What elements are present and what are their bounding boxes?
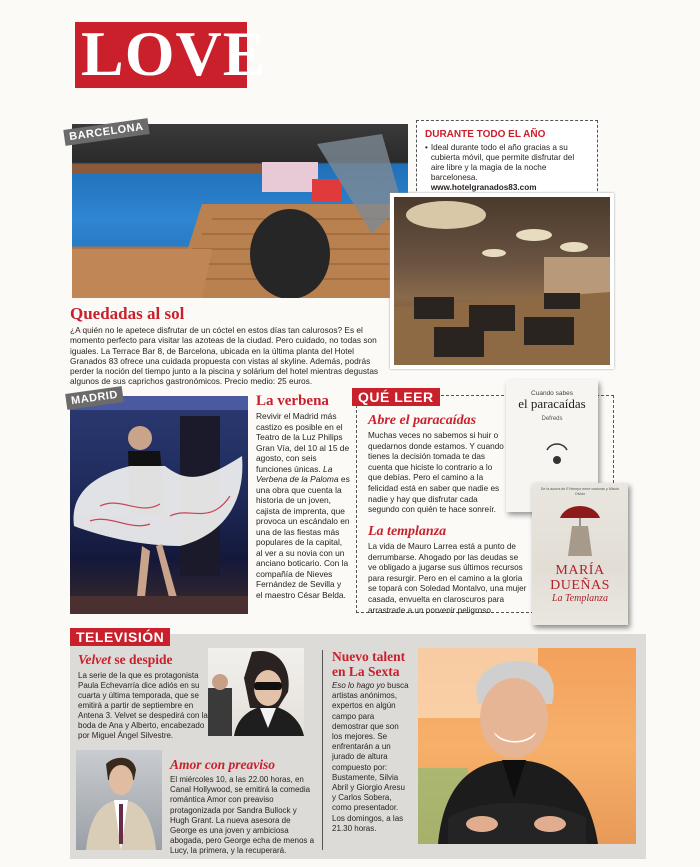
que-leer-tag: QUÉ LEER	[352, 388, 440, 406]
velvet-title-italic: Velvet	[78, 652, 111, 667]
sexta-text-italic: Eso lo hago yo	[332, 681, 385, 690]
madrid-text	[256, 411, 350, 600]
dancer-photo	[70, 396, 248, 614]
madrid-title: La verbena	[256, 393, 329, 409]
book1-cover-author: Defreds	[541, 416, 563, 422]
madrid-text-2: es una obra que cuenta la historia de un joven, cajista de imprenta, que provoca un escándalo en una de las fiestas más populares de la capital, al ver a su novia con un anciano boticario. Con la compañía de Nieves Fernández de Sevilla y el maestro César Belda.	[256, 474, 350, 600]
umbrella-illustration-icon	[536, 496, 624, 556]
book1-text: Muchas veces no sabemos si huir o quedarnos donde estamos. Y cuando tienes la decisión tomada te das cuenta que hiciste lo contrario a lo que debías. Pero el camino a la felicidad está en saber que nadie es nadie y hay que disfrutar cada segundo con quién te hace sonreír.	[368, 431, 504, 515]
book1-cover-top: Cuando sabes	[531, 390, 573, 397]
magazine-logo: LOVE	[75, 22, 247, 88]
book2-cover-title: La Templanza	[551, 593, 609, 604]
velvet-text: La serie de la que es protagonista Paula Echevarría dice adiós en su cuarta y última temporada, que se emitirá a partir de septiembre en Antena 3. Velvet se despedirá con la boda de Ana y Alberto, encabezado por Miguel Ángel Silvestre.	[78, 671, 208, 740]
sexta-text-rest: busca artistas anónimos, expertos en algún campo para demostrar que son los mejores. Se enfrentarán a un jurado de altura compuesto por: Bustamente, Silvia Abril y Giorgio Aresu y Carlos Sobera, como presentador. Los domingos, a las 21.30 horas.	[332, 681, 409, 833]
book1-article	[368, 413, 504, 516]
carlos-sobera-photo	[418, 648, 636, 844]
barcelona-tag: BARCELONA	[63, 118, 149, 146]
sexta-article	[332, 650, 410, 834]
amor-title: Amor con preaviso	[170, 757, 276, 772]
television-tag: TELEVISIÓN	[70, 628, 170, 646]
barcelona-text: ¿A quién no le apetece disfrutar de un cóctel en estos días tan calurosos? Es el momento perfecto para visitar las azoteas de la ciudad. Pero cuidado, no todas son iguales. La Terrace Bar 8, de Barcelona, ubicada en la última planta del Hotel Granados 83 ofrece una cuidada propuesta con vistas al skyline. Además, podrás perder la noción del tiempo junto a la piscina y solárium del hotel mientras degustas algunos de sus caprichos gastronómicos. Precio medio: 25 euros.	[70, 325, 379, 387]
book1-title: Abre el paracaídas	[368, 413, 477, 428]
barcelona-article	[70, 304, 388, 387]
madrid-tag: MADRID	[65, 386, 124, 410]
pool-photo	[72, 124, 408, 298]
barcelona-box-url[interactable]: www.hotelgranados83.com	[430, 183, 537, 192]
barcelona-box-title: DURANTE TODO EL AÑO	[425, 129, 546, 140]
tv-divider	[322, 650, 323, 850]
velvet-article	[78, 652, 212, 741]
book2-cover	[532, 483, 628, 625]
book2-cover-top: De la autora de El tiempo entre costuras y Misión Olvido	[540, 487, 620, 496]
book2-title: La templanza	[368, 524, 447, 539]
book2-text: La vida de Mauro Larrea está a punto de derrumbarse. Ahogado por las deudas se ve obligado a jugarse sus últimos recursos para resurgir. Pero en el camino a la gloria se topará con Soledad Montalvo, una mujer casada, envuelta en claroscuros para arrastrarle a un porvenir peligroso.	[368, 542, 527, 615]
book1-cover-title: el paracaídas	[518, 396, 586, 411]
barcelona-title: Quedadas al sol	[70, 304, 185, 323]
velvet-title-rest: se despide	[114, 652, 173, 667]
book2-article	[368, 524, 528, 616]
barcelona-box-row	[425, 143, 589, 193]
amor-text: El miércoles 10, a las 22.00 horas, en Canal Hollywood, se emitirá la comedia romántica Amor con preaviso protagonizada por Sandra Bullock y Hugh Grant. La nueva asesora de George es una joven y ambiciosa abogada, pero George echa de menos a Lucy, la primera, y la recuperará.	[170, 775, 315, 856]
madrid-text-italic: La Verbena de la Paloma	[256, 463, 339, 484]
velvet-actress-photo	[208, 648, 304, 736]
sexta-title: Nuevo talent en La Sexta	[332, 649, 406, 679]
barcelona-info-box	[416, 120, 598, 196]
madrid-text-1: Revivir el Madrid más castizo es posible en el Teatro de la Luz Philips Gran Vía, del 10 al 15 de agosto, con seis funciones únicas.	[256, 411, 350, 474]
restaurant-photo	[390, 193, 614, 369]
parachute-illustration-icon	[517, 430, 587, 470]
amor-article	[170, 757, 318, 857]
barcelona-box-text: Ideal durante todo el año gracias a su cubierta móvil, que permite disfrutar del aire libre y la magia de la noche barcelonesa.	[430, 143, 575, 182]
book2-cover-author: MARÍA DUEÑAS	[550, 563, 610, 593]
hugh-grant-photo	[76, 750, 162, 850]
sexta-text	[332, 681, 410, 834]
madrid-article	[256, 393, 350, 600]
velvet-title	[78, 652, 212, 668]
bullet-icon: •	[425, 143, 428, 152]
